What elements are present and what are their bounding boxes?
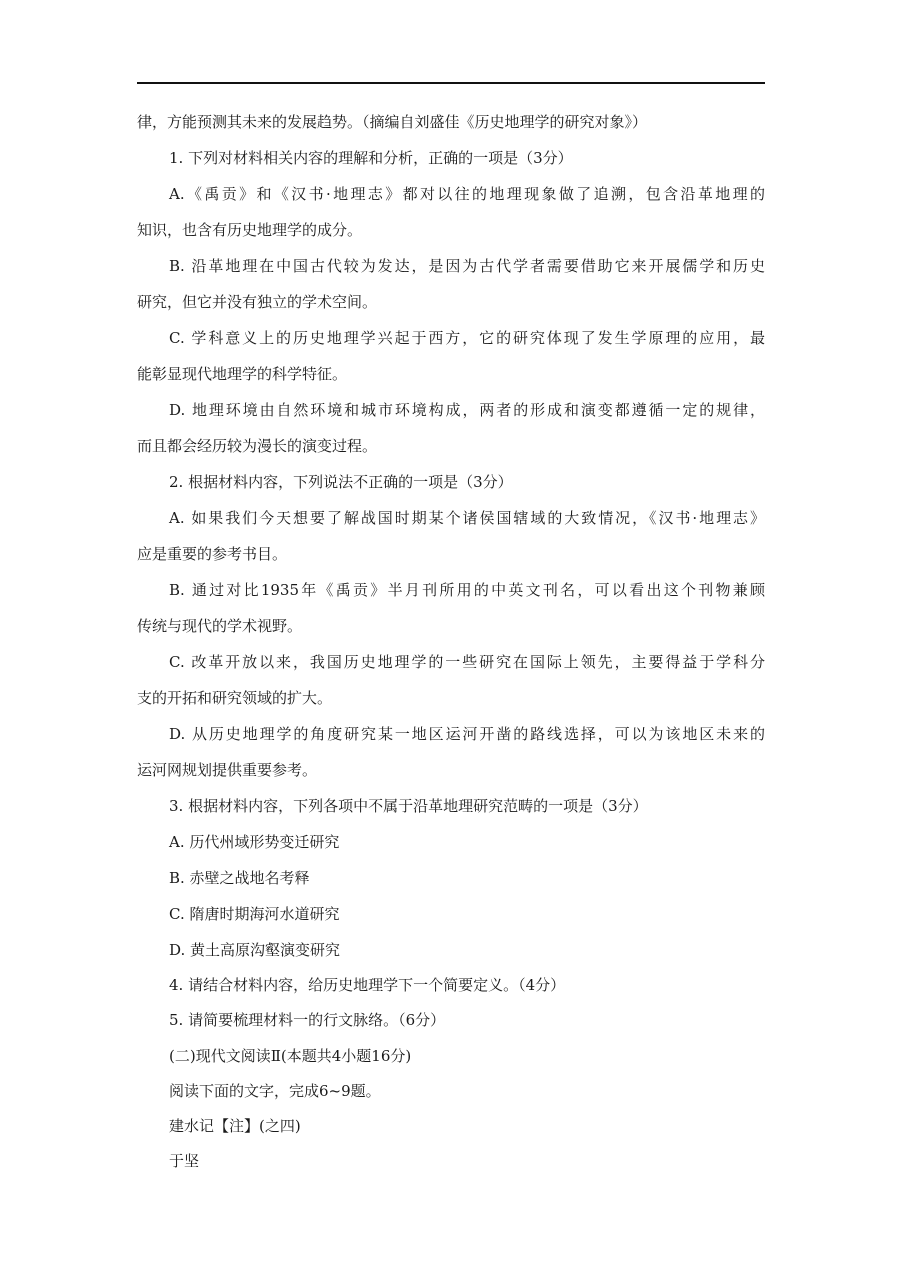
q3-option-b: B. 赤壁之战地名考释 bbox=[169, 869, 310, 887]
question-5-stem: 5. 请简要梳理材料一的行文脉络。（6分） bbox=[169, 1011, 446, 1030]
q2-option-a-line-1: A. 如果我们今天想要了解战国时期某个诸侯国辖域的大致情况，《汉书·地理志》 bbox=[169, 509, 765, 527]
q1-option-d-line-1: D. 地理环境由自然环境和城市环境构成，两者的形成和演变都遵循一定的规律， bbox=[169, 401, 765, 419]
q2-option-b-line-1: B. 通过对比1935年《禹贡》半月刊所用的中英文刊名，可以看出这个刊物兼顾 bbox=[169, 581, 765, 599]
question-3-stem: 3. 根据材料内容，下列各项中不属于沿革地理研究范畴的一项是（3分） bbox=[169, 797, 648, 815]
q3-option-a: A. 历代州域形势变迁研究 bbox=[169, 833, 340, 851]
article-title: 建水记【注】(之四) bbox=[169, 1117, 301, 1136]
q2-option-b-line-2: 传统与现代的学术视野。 bbox=[137, 617, 303, 635]
question-4-stem: 4. 请结合材料内容，给历史地理学下一个简要定义。（4分） bbox=[169, 976, 566, 994]
q1-option-a-line-1: A.《禹贡》和《汉书·地理志》都对以往的地理现象做了追溯，包含沿革地理的 bbox=[169, 185, 765, 203]
q2-option-a-line-2: 应是重要的参考书目。 bbox=[137, 545, 288, 563]
q1-option-d-line-2: 而且都会经历较为漫长的演变过程。 bbox=[137, 437, 378, 455]
q1-option-c-line-2: 能彰显现代地理学的科学特征。 bbox=[137, 365, 348, 383]
section-heading: (二)现代文阅读Ⅱ(本题共4小题16分) bbox=[169, 1046, 412, 1065]
q2-option-d-line-1: D. 从历史地理学的角度研究某一地区运河开凿的路线选择，可以为该地区未来的 bbox=[169, 725, 765, 743]
reading-instruction: 阅读下面的文字，完成6~9题。 bbox=[169, 1081, 381, 1100]
question-1-stem: 1. 下列对材料相关内容的理解和分析，正确的一项是（3分） bbox=[169, 149, 573, 167]
q3-option-d: D. 黄土高原沟壑演变研究 bbox=[169, 941, 341, 959]
q1-option-b-line-1: B. 沿革地理在中国古代较为发达，是因为古代学者需要借助它来开展儒学和历史 bbox=[169, 257, 765, 275]
question-2-stem: 2. 根据材料内容，下列说法不正确的一项是（3分） bbox=[169, 473, 513, 491]
header-rule bbox=[137, 82, 765, 84]
q2-option-c-line-2: 支的开拓和研究领域的扩大。 bbox=[137, 689, 333, 707]
q1-option-a-line-2: 知识，也含有历史地理学的成分。 bbox=[137, 221, 363, 239]
q1-option-b-line-2: 研究，但它并没有独立的学术空间。 bbox=[137, 293, 378, 311]
document-body bbox=[137, 104, 765, 1180]
q1-option-c-line-1: C. 学科意义上的历史地理学兴起于西方，它的研究体现了发生学原理的应用，最 bbox=[169, 329, 765, 347]
q2-option-d-line-2: 运河网规划提供重要参考。 bbox=[137, 761, 318, 779]
q3-option-c: C. 隋唐时期海河水道研究 bbox=[169, 905, 340, 923]
text-line: 律，方能预测其未来的发展趋势。（摘编自刘盛佳《历史地理学的研究对象》） bbox=[137, 113, 648, 131]
article-author: 于坚 bbox=[169, 1152, 200, 1171]
q2-option-c-line-1: C. 改革开放以来，我国历史地理学的一些研究在国际上领先，主要得益于学科分 bbox=[169, 653, 765, 671]
